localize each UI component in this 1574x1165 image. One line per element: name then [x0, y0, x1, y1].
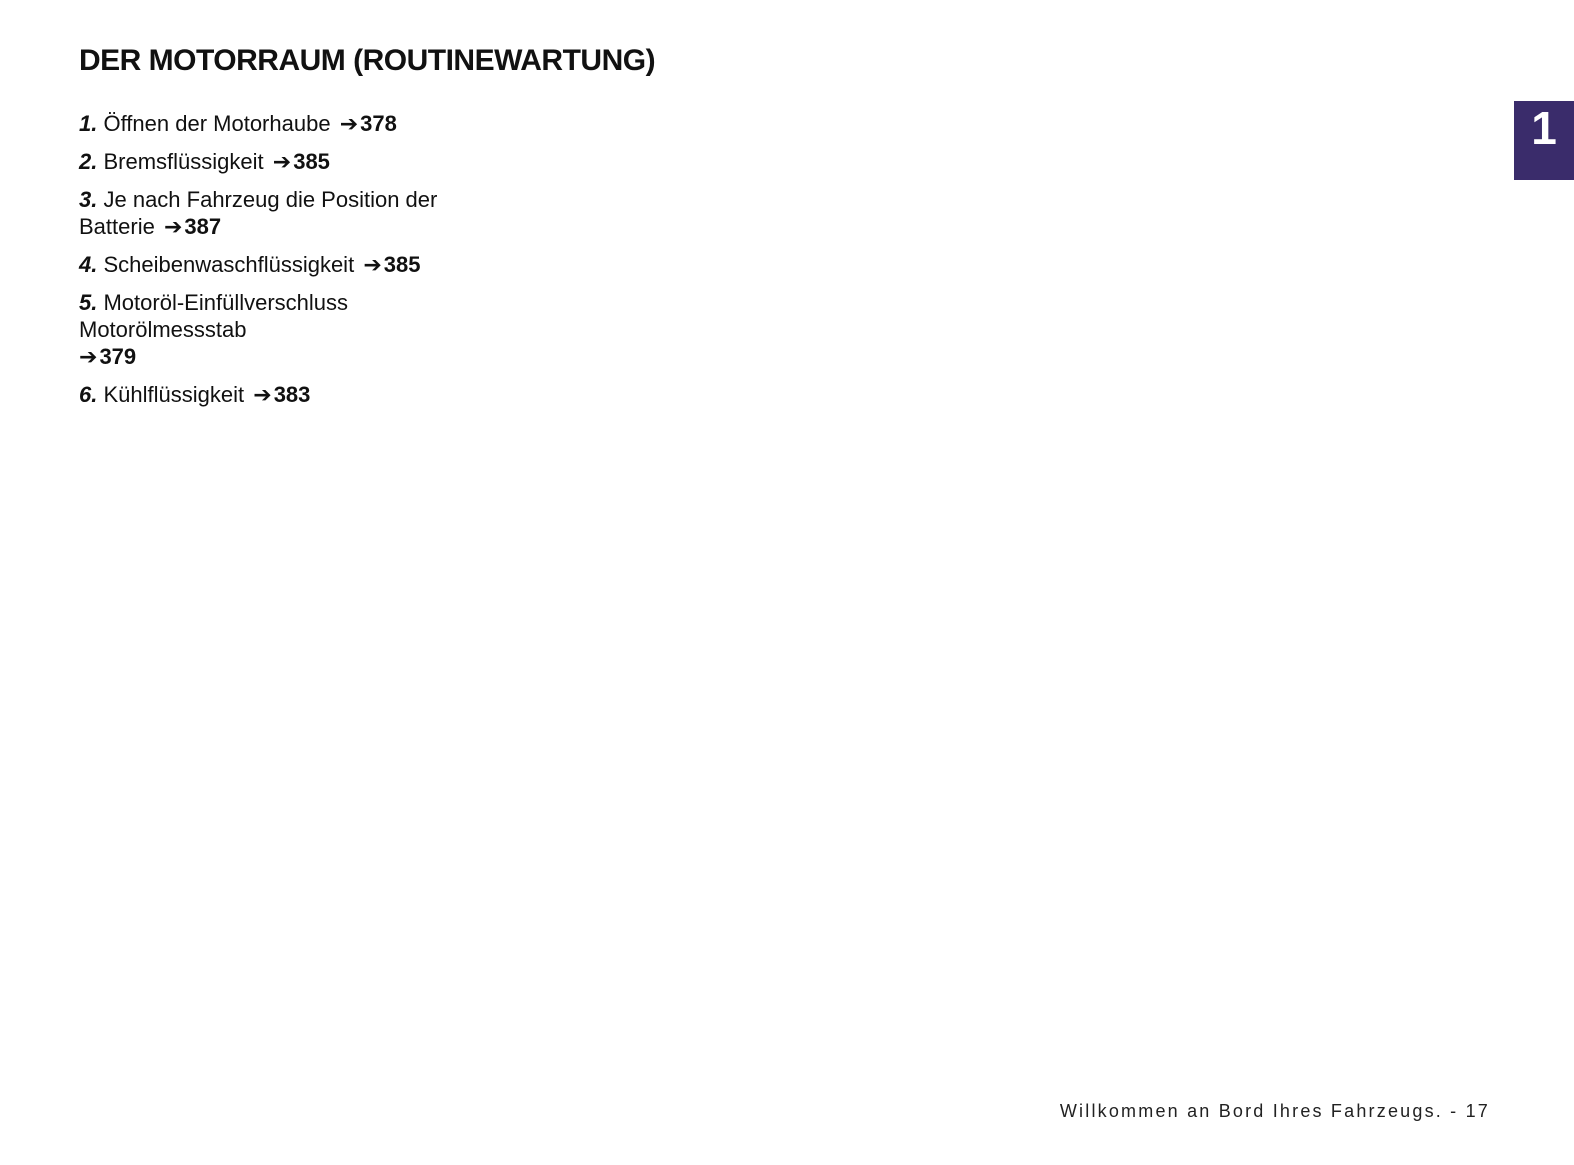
- page-reference[interactable]: 383: [273, 382, 311, 407]
- page-reference[interactable]: 385: [293, 149, 330, 174]
- arrow-right-icon: ➔: [163, 214, 183, 239]
- page-reference[interactable]: 387: [184, 214, 222, 239]
- item-number: 5.: [79, 290, 98, 315]
- arrow-right-icon: ➔: [339, 111, 359, 136]
- item-number: 3.: [79, 187, 98, 212]
- item-number: 4.: [79, 252, 98, 277]
- chapter-tab: 1: [1514, 101, 1574, 180]
- item-list: [79, 110, 539, 419]
- item-text: Motoröl-Einfüllverschluss Motorölmessstab: [79, 290, 349, 342]
- arrow-right-icon: ➔: [363, 252, 382, 277]
- arrow-right-icon: ➔: [79, 344, 98, 369]
- item-number: 2.: [79, 149, 98, 174]
- arrow-right-icon: ➔: [253, 382, 272, 407]
- arrow-right-icon: ➔: [272, 149, 292, 174]
- item-text: Bremsflüssigkeit: [103, 149, 264, 174]
- page-reference[interactable]: 385: [383, 252, 421, 277]
- list-item: [79, 289, 419, 370]
- list-item: [79, 186, 509, 240]
- page-title: DER MOTORRAUM (ROUTINEWARTUNG): [79, 44, 656, 77]
- item-text: Scheibenwaschflüssigkeit: [103, 252, 355, 277]
- item-number: 1.: [79, 111, 98, 136]
- page-reference[interactable]: 378: [360, 111, 397, 136]
- item-number: 6.: [79, 382, 98, 407]
- list-item: [79, 381, 539, 408]
- item-text: Kühlflüssigkeit: [103, 382, 245, 407]
- page-footer: Willkommen an Bord Ihres Fahrzeugs. - 17: [1059, 1101, 1490, 1121]
- item-text: Je nach Fahrzeug die Position der Batterie: [79, 187, 438, 239]
- list-item: [79, 251, 539, 278]
- list-item: [79, 110, 539, 137]
- list-item: [79, 148, 539, 175]
- page-reference[interactable]: 379: [99, 344, 137, 369]
- item-text: Öffnen der Motorhaube: [103, 111, 331, 136]
